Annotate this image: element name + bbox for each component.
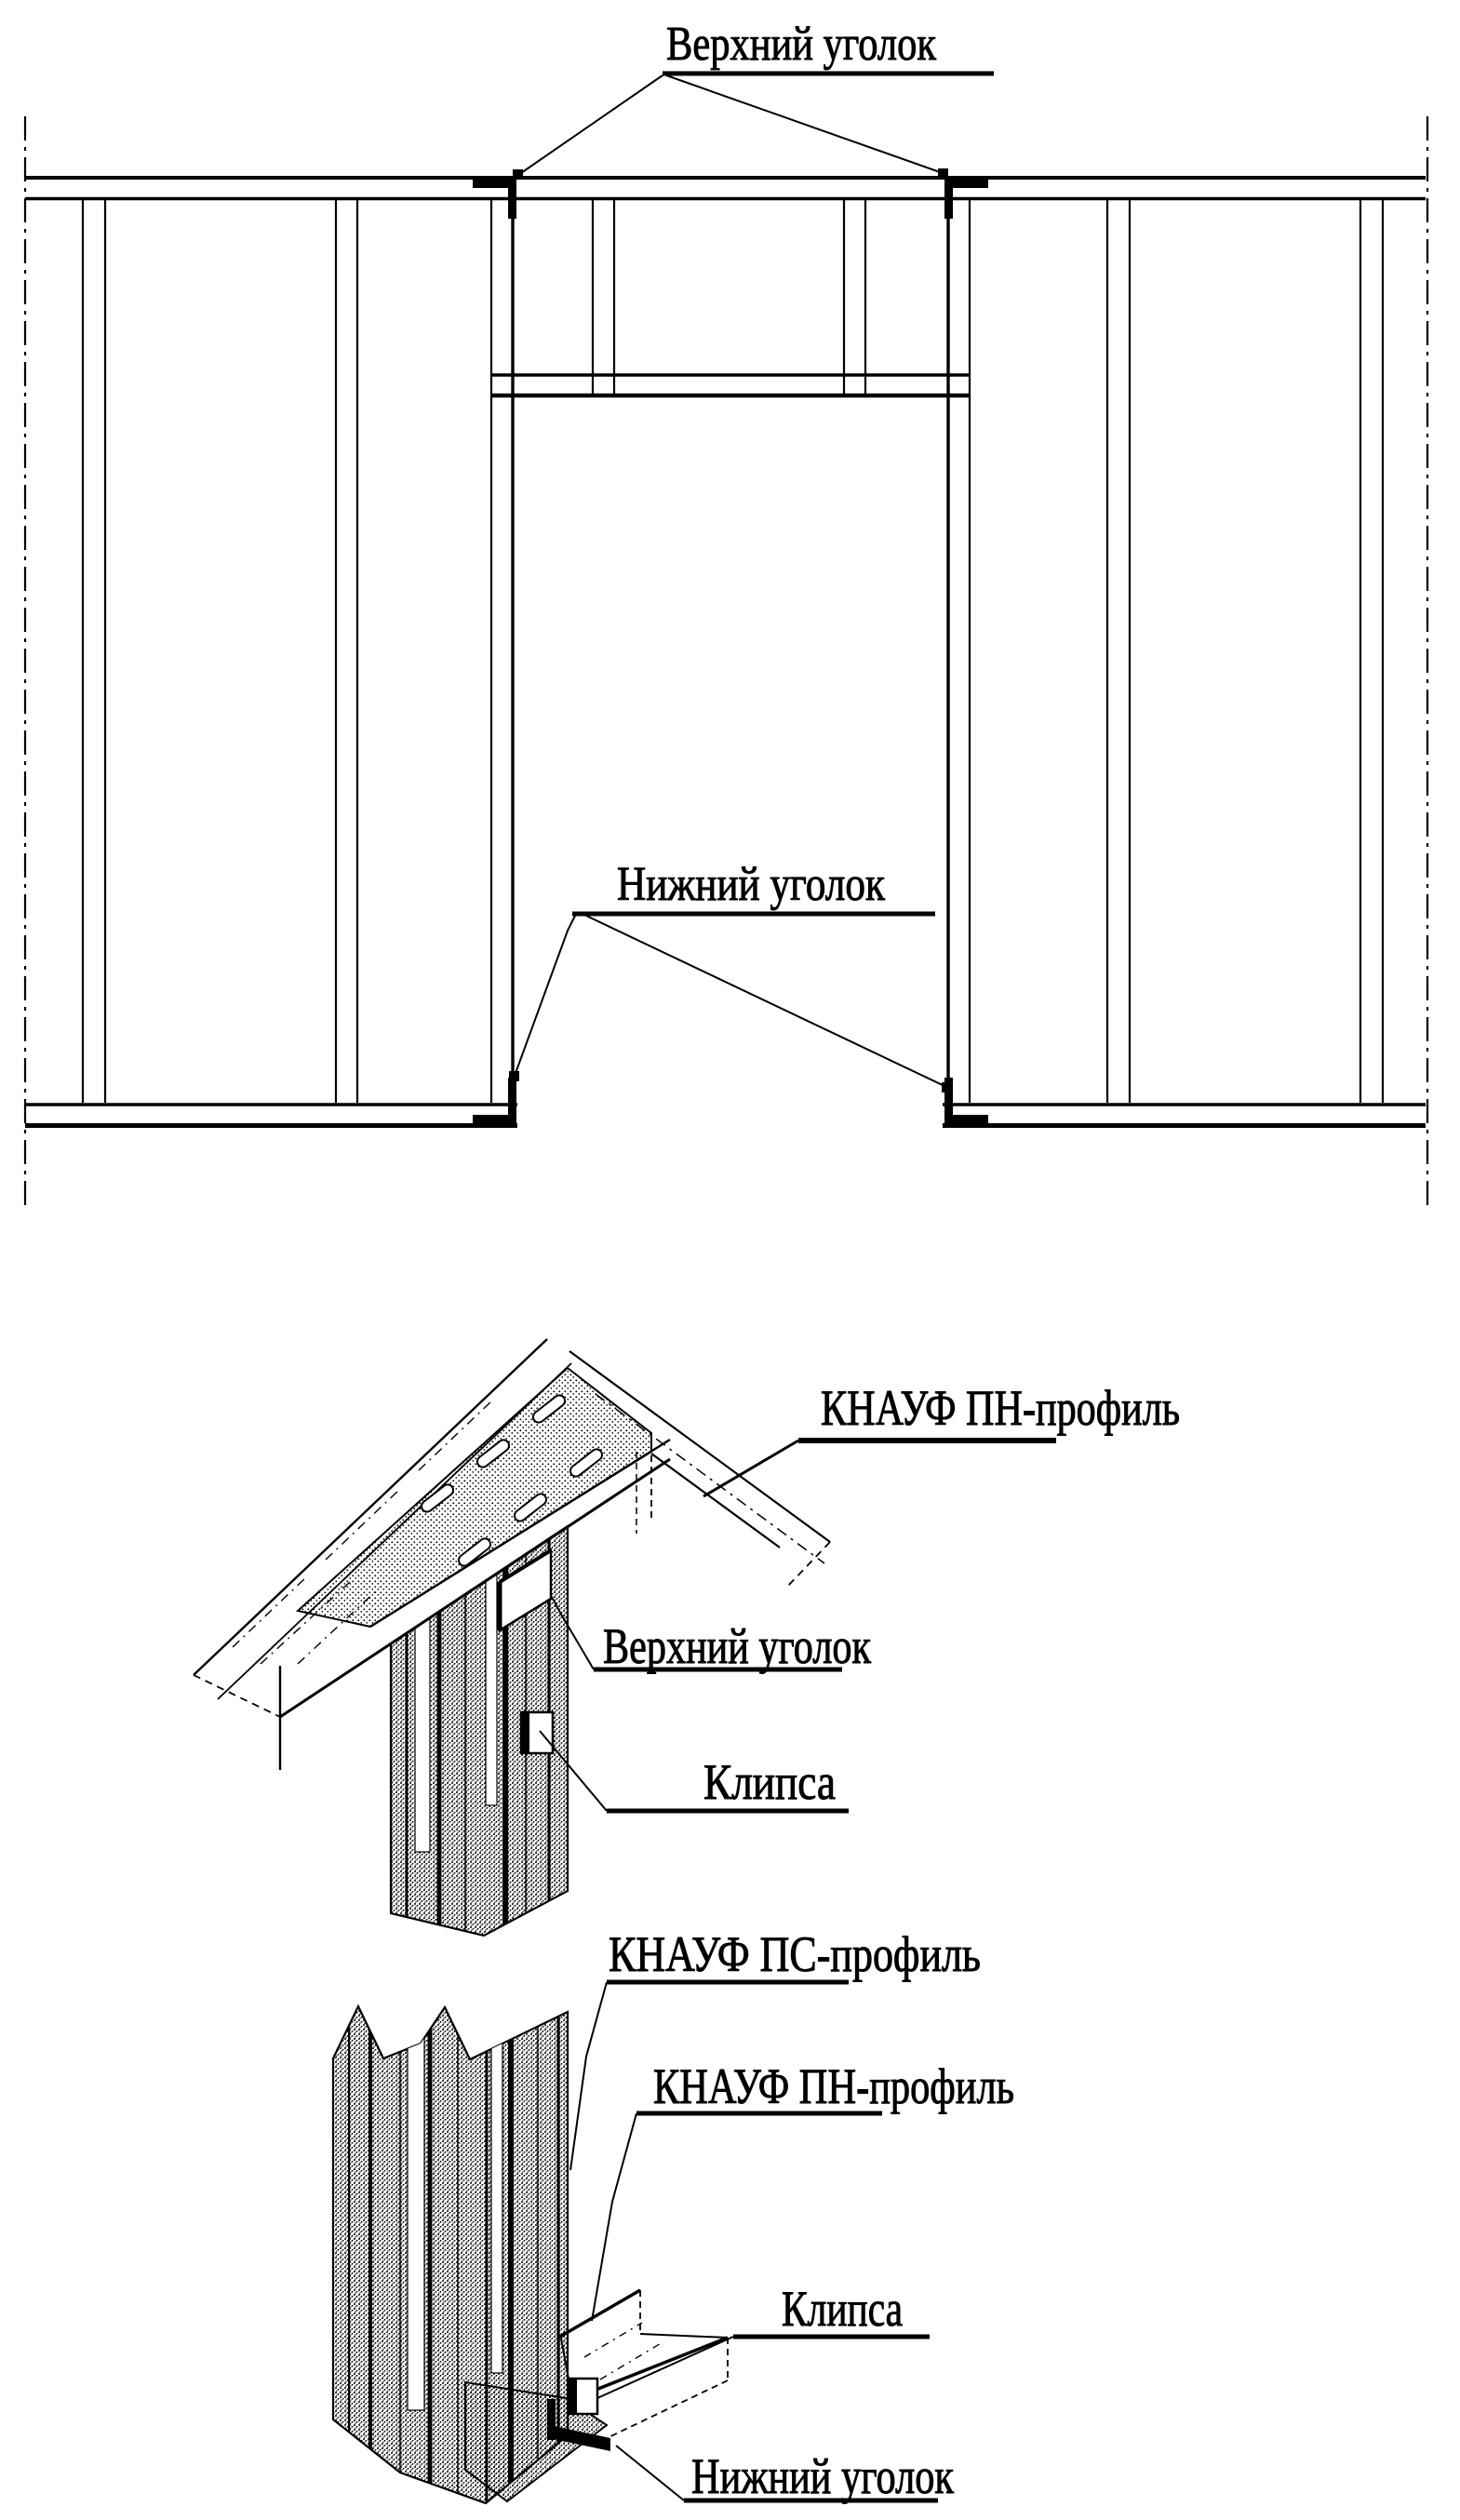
wall-studs [83,200,1383,1103]
label-iso-bottom-clip-text: Клипса [782,2281,904,2337]
door-jamb-studs [491,200,970,1103]
label-bottom-angle-text: Нижний уголок [617,858,886,911]
label-iso-top-clip-text: Клипса [703,1754,837,1810]
leader-top-left [518,75,663,175]
leader [592,2113,636,2321]
elevation-drawing [25,18,1427,1210]
top-track [25,178,1426,199]
door-header [491,375,970,395]
bottom-angle-left [473,1078,516,1124]
label-top-angle [513,18,994,180]
leader-bottom-left [515,916,575,1076]
leader-top-right [666,75,943,173]
label-iso-bottom-track-text: КНАУФ ПН-профиль [653,2058,1014,2114]
label-iso-bottom-angle [616,2446,955,2504]
leader [616,2446,684,2500]
label-iso-stud-text: КНАУФ ПС-профиль [609,1926,981,1982]
leader [597,2337,733,2398]
bottom-clip-piece [569,2379,597,2414]
cut-boundary-lines [25,116,1427,1210]
label-iso-stud [570,1926,981,2170]
top-clip-piece [521,1712,553,1753]
label-top-angle-text: Верхний уголок [666,18,937,71]
leader-tip [938,168,948,179]
bottom-track [25,1105,1426,1126]
label-iso-top-angle [552,1597,872,1674]
leader [570,1982,607,2170]
label-iso-top-track [703,1380,1180,1496]
label-iso-top-track-text: КНАУФ ПН-профиль [821,1380,1180,1436]
leader-bottom-right [586,916,946,1087]
leader-tip [509,1071,519,1081]
leader [703,1441,798,1496]
label-iso-bottom-angle-text: Нижний уголок [691,2448,955,2504]
label-iso-top-clip [540,1731,849,1811]
isometric-drawing [194,1339,1180,2504]
leader-tip [942,1082,952,1092]
cripple-studs [593,200,865,394]
label-iso-bottom-clip [597,2281,930,2398]
label-iso-top-angle-text: Верхний уголок [603,1618,872,1674]
label-bottom-angle [509,858,952,1092]
leader-tip [513,169,523,180]
